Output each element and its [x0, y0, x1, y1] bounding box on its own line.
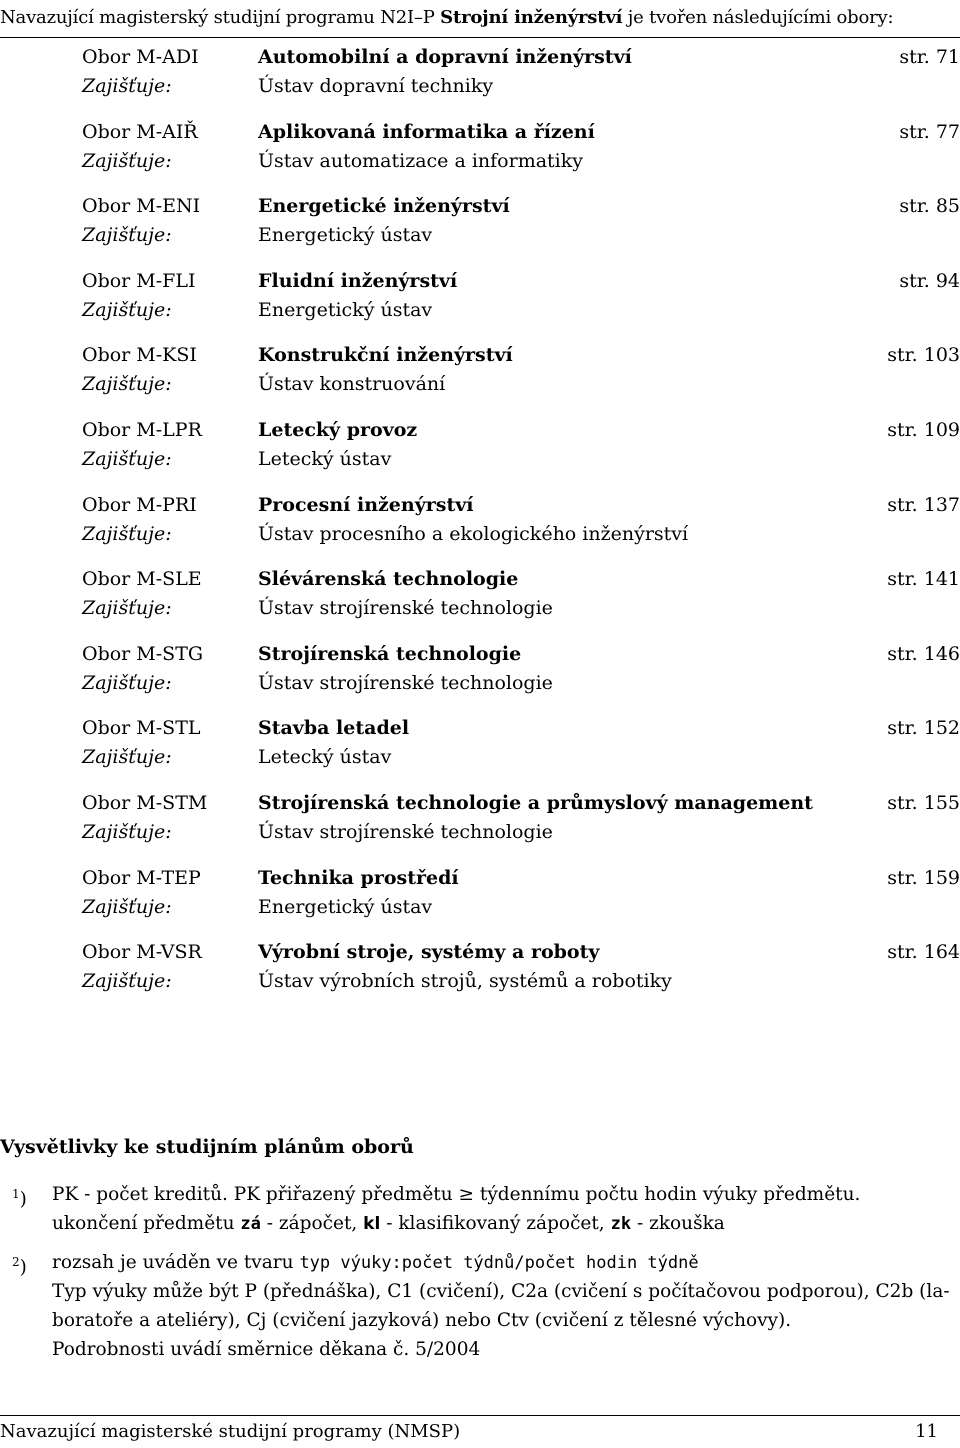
obor-ustav: Ústav procesního a ekologického inženýrství: [258, 522, 689, 545]
note-1-number: $^1$): [12, 1187, 27, 1210]
header-program: Strojní inženýrství: [440, 7, 623, 28]
zajistuje-label: Zajišťuje:: [82, 671, 172, 694]
obor-entry: [82, 714, 960, 789]
obor-name: Energetické inženýrství: [258, 195, 510, 218]
obor-entry: [82, 43, 960, 118]
obor-name: Slévárenská technologie: [258, 568, 519, 591]
zajistuje-label: Zajišťuje:: [82, 746, 172, 769]
obor-ustav: Ústav automatizace a informatiky: [258, 149, 583, 172]
obor-code: Obor M-SLE: [82, 568, 202, 591]
obor-name: Automobilní a dopravní inženýrství: [258, 46, 632, 68]
note-1-line-2: ukončení předmětu zá - zápočet, kl - klasifikovaný zápočet, zk - zkouška: [52, 1213, 725, 1234]
footer-text: Navazující magisterské studijní programy (NMSP): [0, 1421, 461, 1442]
zajistuje-label: Zajišťuje:: [82, 820, 172, 843]
obor-page: str. 141: [887, 568, 960, 591]
header-prefix: Navazující magisterský studijní programu N2I–P: [0, 7, 441, 28]
obor-page: str. 159: [887, 866, 960, 889]
obor-entry: [82, 118, 960, 193]
obor-code: Obor M-ADI: [82, 46, 199, 68]
obor-entry: [82, 864, 960, 939]
zajistuje-label: Zajišťuje:: [82, 298, 172, 321]
zajistuje-label: Zajišťuje:: [82, 373, 172, 396]
zajistuje-label: Zajišťuje:: [82, 970, 172, 993]
obor-ustav: Letecký ústav: [258, 447, 392, 470]
obor-page: str. 94: [899, 269, 960, 292]
obor-ustav: Energetický ústav: [258, 895, 433, 918]
obor-ustav: Ústav konstruování: [258, 373, 446, 396]
obor-name: Strojírenská technologie: [258, 642, 522, 665]
note-2-line-1: rozsah je uváděn ve tvaru typ výuky:počet týdnů/počet hodin týdně: [52, 1252, 699, 1273]
obor-code: Obor M-KSI: [82, 344, 197, 367]
legend-title: Vysvětlivky ke studijním plánům oborů: [0, 1136, 414, 1158]
obor-code: Obor M-STL: [82, 717, 201, 740]
obor-name: Letecký provoz: [258, 418, 418, 441]
page-footer: [0, 1415, 960, 1448]
obor-code: Obor M-VSR: [82, 941, 202, 964]
obor-entry: [82, 789, 960, 864]
note-2-number: $^2$): [12, 1255, 27, 1278]
obor-code: Obor M-STG: [82, 642, 204, 665]
obor-ustav: Energetický ústav: [258, 298, 433, 321]
obor-ustav: Ústav výrobních strojů, systémů a robotiky: [258, 970, 672, 993]
obory-list: [82, 43, 960, 1013]
note-2-line-2: Typ výuky může být P (přednáška), C1 (cvičení), C2a (cvičení s počítačovou podporou), C2b (la-: [52, 1281, 950, 1302]
zajistuje-label: Zajišťuje:: [82, 75, 172, 97]
obor-ustav: Letecký ústav: [258, 746, 392, 769]
obor-entry: [82, 565, 960, 640]
header-suffix: je tvořen následujícími obory:: [622, 7, 894, 28]
obor-name: Strojírenská technologie a průmyslový management: [258, 791, 813, 814]
obor-page: str. 71: [899, 46, 960, 68]
obor-code: Obor M-FLI: [82, 269, 196, 292]
zajistuje-label: Zajišťuje:: [82, 149, 172, 172]
obor-entry: [82, 267, 960, 342]
zajistuje-label: Zajišťuje:: [82, 895, 172, 918]
zajistuje-label: Zajišťuje:: [82, 597, 172, 620]
obor-ustav: Ústav strojírenské technologie: [258, 597, 553, 620]
obor-name: Konstrukční inženýrství: [258, 344, 513, 367]
obor-entry: [82, 416, 960, 491]
obor-code: Obor M-STM: [82, 791, 208, 814]
obor-code: Obor M-PRI: [82, 493, 197, 516]
obor-page: str. 152: [887, 717, 960, 740]
note-2-line-4: Podrobnosti uvádí směrnice děkana č. 5/2004: [52, 1339, 481, 1360]
obor-page: str. 109: [887, 418, 960, 441]
zajistuje-label: Zajišťuje:: [82, 447, 172, 470]
obor-page: str. 164: [887, 941, 960, 964]
obor-entry: [82, 640, 960, 715]
zajistuje-label: Zajišťuje:: [82, 522, 172, 545]
obor-code: Obor M-ENI: [82, 195, 201, 218]
obor-entry: [82, 192, 960, 267]
obor-page: str. 146: [887, 642, 960, 665]
obor-page: str. 155: [887, 791, 960, 814]
obor-code: Obor M-AIŘ: [82, 120, 198, 143]
obor-entry: [82, 938, 960, 1013]
obor-page: str. 103: [887, 344, 960, 367]
obor-ustav: Energetický ústav: [258, 224, 433, 247]
zajistuje-label: Zajišťuje:: [82, 224, 172, 247]
obor-ustav: Ústav strojírenské technologie: [258, 671, 553, 694]
obor-ustav: Ústav dopravní techniky: [258, 75, 494, 97]
obor-entry: [82, 491, 960, 566]
obor-code: Obor M-TEP: [82, 866, 201, 889]
obor-code: Obor M-LPR: [82, 418, 202, 441]
obor-name: Procesní inženýrství: [258, 493, 474, 516]
obor-page: str. 77: [899, 120, 960, 143]
obor-name: Technika prostředí: [258, 866, 459, 889]
note-1-line-1: PK - počet kreditů. PK přiřazený předmětu ≥ týdennímu počtu hodin výuky předmětu.: [52, 1184, 861, 1205]
page-number: 11: [915, 1421, 938, 1442]
obor-page: str. 137: [887, 493, 960, 516]
obor-name: Fluidní inženýrství: [258, 269, 458, 292]
obor-name: Výrobní stroje, systémy a roboty: [258, 941, 600, 964]
page-header: [0, 0, 960, 38]
obor-page: str. 85: [899, 195, 960, 218]
obor-name: Aplikovaná informatika a řízení: [258, 120, 595, 143]
note-2-line-3: boratoře a ateliéry), Cj (cvičení jazyková) nebo Ctv (cvičení z tělesné výchovy).: [52, 1310, 792, 1331]
obor-entry: [82, 341, 960, 416]
obor-ustav: Ústav strojírenské technologie: [258, 820, 553, 843]
obor-name: Stavba letadel: [258, 717, 410, 740]
